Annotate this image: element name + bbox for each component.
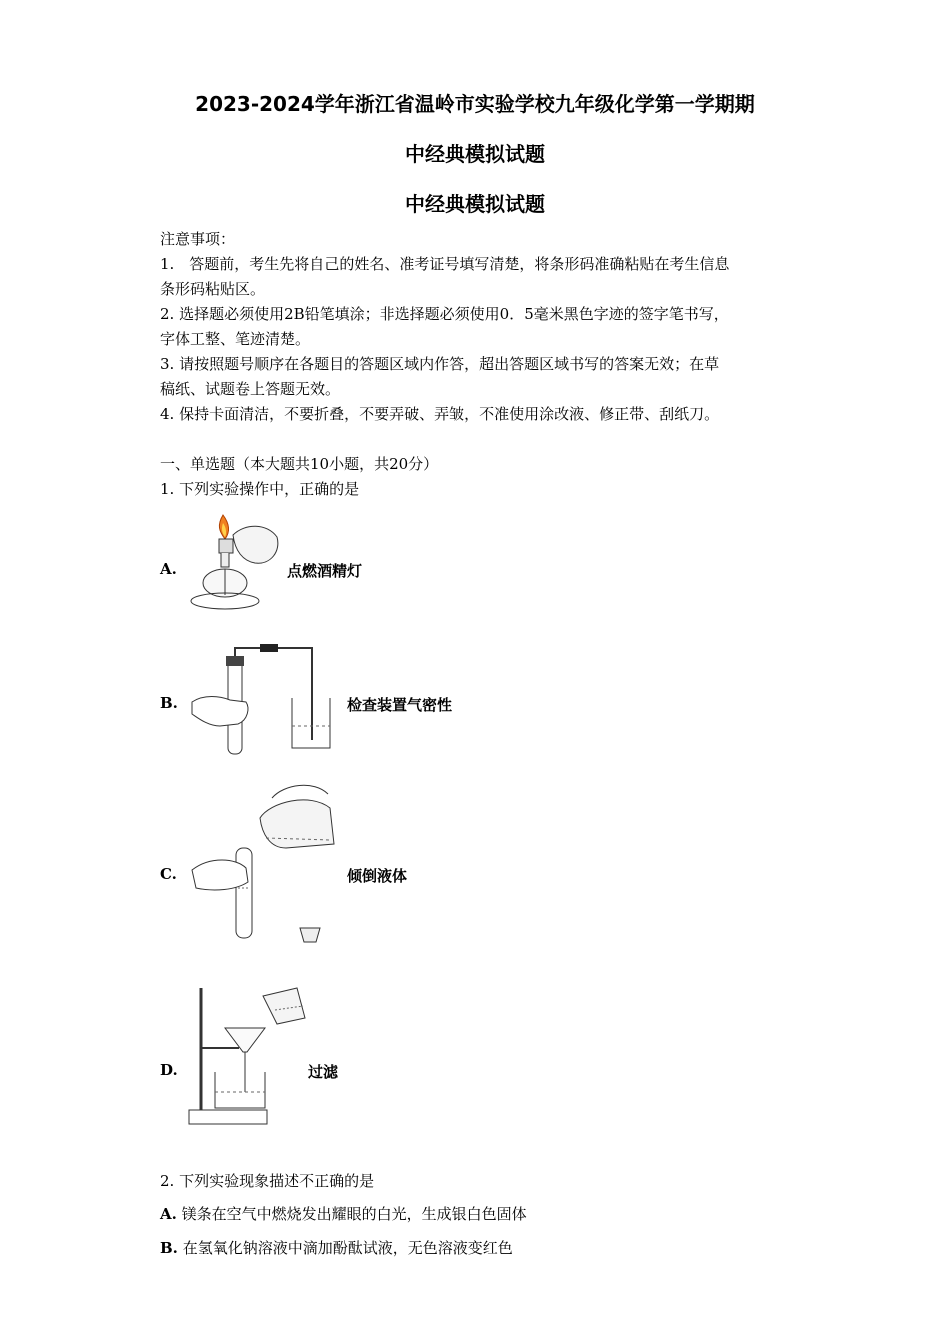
notice-line: 条形码粘贴区。 [160,280,266,298]
notice-heading: 注意事项： [160,230,236,248]
notice-line: 字体工整、笔迹清楚。 [160,330,311,348]
section-heading: 一、单选题（本大题共10小题，共20分） [160,455,439,473]
notice-line: 3. 请按照题号顺序在各题目的答题区域内作答，超出答题区域书写的答案无效；在草 [160,355,720,373]
question-2-stem: 2. 下列实验现象描述不正确的是 [160,1172,375,1190]
notice-line: 1. 答题前，考生先将自己的姓名、准考证号填写清楚，将条形码准确粘贴在考生信息 [160,255,730,273]
airtightness-figure [190,640,340,755]
q1-option-c-letter: C. [160,865,177,883]
pouring-liquid-figure [190,778,340,948]
q1-option-b-letter: B. [160,694,178,712]
q1-option-b-text: 检查装置气密性 [347,696,453,714]
filtration-figure [185,982,310,1132]
q1-option-a-letter: A. [160,560,177,578]
q2-option-b [160,1237,513,1258]
question-1-stem: 1. 下列实验操作中，正确的是 [160,480,360,498]
q1-option-d-text: 过滤 [308,1063,339,1081]
title-line-2: 中经典模拟试题 [405,142,545,166]
q1-option-a-text: 点燃酒精灯 [287,562,363,580]
q2-option-a-letter: A. [160,1205,177,1223]
q1-option-c-text: 倾倒液体 [347,867,408,885]
q1-option-d-letter: D. [160,1061,178,1079]
q2-option-b-text: 在氢氧化钠溶液中滴加酚酞试液，无色溶液变红色 [182,1239,513,1257]
q2-option-b-letter: B. [160,1239,178,1257]
alcohol-lamp-figure [185,505,285,615]
notice-line: 4. 保持卡面清洁，不要折叠，不要弄破、弄皱，不准使用涂改液、修正带、刮纸刀。 [160,405,720,423]
q2-option-a-text: 镁条在空气中燃烧发出耀眼的白光，生成银白色固体 [181,1205,527,1223]
title-line-3: 中经典模拟试题 [405,192,545,216]
notice-line: 稿纸、试题卷上答题无效。 [160,380,341,398]
title-line-1: 2023-2024学年浙江省温岭市实验学校九年级化学第一学期期 [195,92,755,116]
notice-line: 2. 选择题必须使用2B铅笔填涂；非选择题必须使用0．5毫米黑色字迹的签字笔书写， [160,305,729,323]
q2-option-a [160,1203,527,1224]
